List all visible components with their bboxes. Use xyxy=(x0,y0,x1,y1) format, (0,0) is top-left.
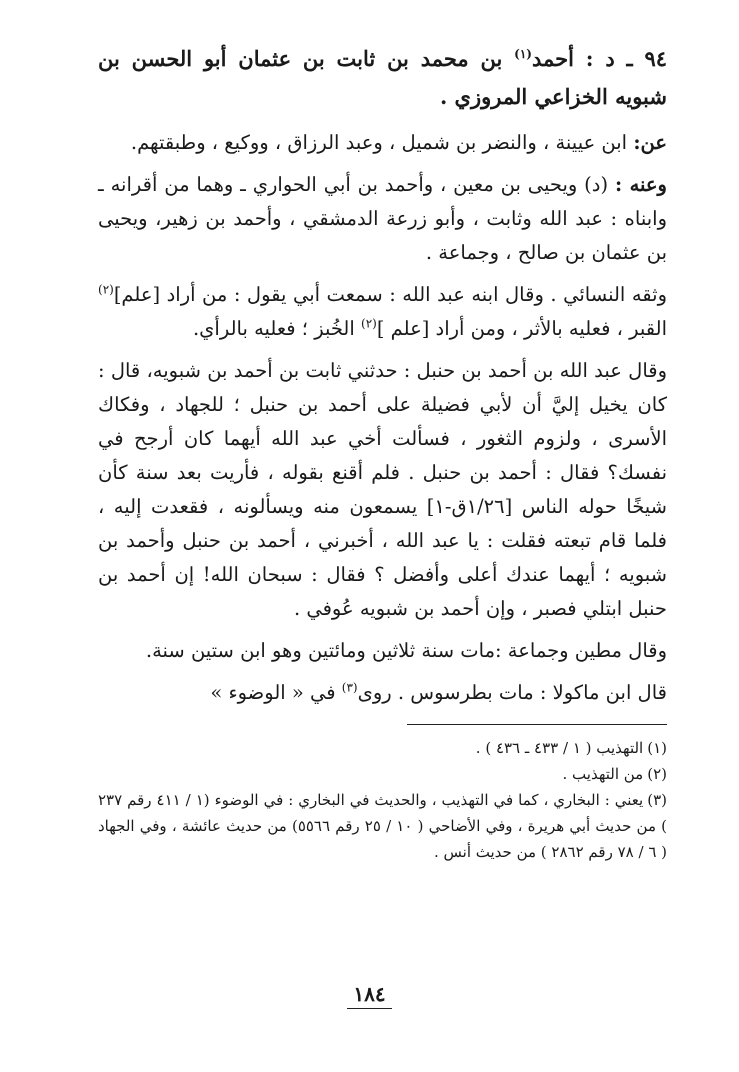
footnote-ref-1: (١) xyxy=(514,47,532,61)
ibn-makula-text-end: في « الوضوء » xyxy=(210,681,342,704)
footnote-3-text: يعني : البخاري ، كما في التهذيب ، والحديث في البخاري : في الوضوء (١ / ٤١١ رقم ٢٣٧ ) من حديث أبي هريرة ، وفي الأضاحي ( ١٠ / ٢٥ رقم ٥٥٦٦) من حديث عائشة ، وفي الجهاد ( ٦ / ٧٨ رقم ٢٨٦٢ ) من حديث أنس . xyxy=(98,791,668,861)
footnote-divider xyxy=(407,724,667,725)
footnote-2-text: من التهذيب . xyxy=(562,765,644,783)
entry-heading xyxy=(98,40,667,116)
death-paragraph xyxy=(98,634,667,668)
footnote-2 xyxy=(98,761,667,787)
footnote-ref-3: (٣) xyxy=(341,680,358,695)
teachers-label: عن: xyxy=(633,131,667,154)
entry-number: ٩٤ ـ د : xyxy=(585,46,668,71)
students-label: وعنه : xyxy=(614,173,667,196)
page-number-text: ١٨٤ xyxy=(347,982,391,1009)
page-number xyxy=(0,982,739,1006)
grading-text-2: القبر ، فعليه بالأثر ، ومن أراد [علم ] xyxy=(376,317,667,340)
footnote-ref-2a: (٢) xyxy=(98,282,114,297)
footnote-1-text: التهذيب ( ١ / ٤٣٣ ـ ٤٣٦ ) . xyxy=(475,739,644,757)
grading-paragraph xyxy=(98,278,667,346)
entry-name-start: أحمد xyxy=(531,46,574,71)
footnote-1 xyxy=(98,735,667,761)
ibn-makula-text-start: قال ابن ماكولا : مات بطرسوس . روى xyxy=(357,681,667,704)
footnote-3 xyxy=(98,787,667,865)
teachers-text: ابن عيينة ، والنضر بن شميل ، وعبد الرزاق ، ووكيع ، وطبقتهم. xyxy=(130,131,628,154)
footnote-ref-2b: (٢) xyxy=(361,316,377,331)
story-paragraph xyxy=(98,354,667,626)
grading-text-3: الخُبز ؛ فعليه بالرأي. xyxy=(192,317,361,340)
story-text: وقال عبد الله بن أحمد بن حنبل : حدثني ثابت بن أحمد بن شبويه، قال : كان يخيل إليَّ أن لأبي فضيلة على أحمد بن حنبل ؛ للجهاد ، وفكاك الأسرى ، ولزوم الثغور ، فسألت أخي عبد الله أيهما كان أرجح في نفسك؟ فقال : أحمد بن حنبل . فلم أقنع بقوله ، فأريت بعد سنة كأن شيخًا حوله الناس [١/٢٦ق-١] يسمعون منه ويسألونه ، فقعدت إليه ، فلما قام تبعته فقلت : يا عبد الله ، أخبرني ، أحمد بن حنبل وأحمد بن شبويه ؛ أيهما عندك أعلى وأفضل ؟ فقال : سبحان الله! إن أحمد بن حنبل ابتلي فصبر ، وإن أحمد بن شبويه عُوفي . xyxy=(98,359,668,620)
students-paragraph xyxy=(98,168,667,270)
students-text: (د) ويحيى بن معين ، وأحمد بن أبي الحواري ـ وهما من أقرانه ـ وابناه : عبد الله وثابت ، وأبو زرعة الدمشقي ، وأحمد بن زهير، ويحيى بن عثمان بن صالح ، وجماعة . xyxy=(98,173,667,264)
ibn-makula-paragraph xyxy=(98,676,667,710)
footnote-1-number: (١) xyxy=(647,739,667,757)
teachers-paragraph xyxy=(98,126,667,160)
footnote-3-number: (٣) xyxy=(647,791,668,809)
footnotes xyxy=(98,735,667,865)
entry-name-rest: بن محمد بن ثابت بن عثمان أبو الحسن بن شبويه الخزاعي المروزي . xyxy=(98,46,667,109)
death-text: وقال مطين وجماعة :مات سنة ثلاثين ومائتين وهو ابن ستين سنة. xyxy=(145,639,667,662)
footnote-2-number: (٢) xyxy=(647,765,667,783)
grading-text-1: وثقه النسائي . وقال ابنه عبد الله : سمعت أبي يقول : من أراد [علم] xyxy=(113,283,667,306)
